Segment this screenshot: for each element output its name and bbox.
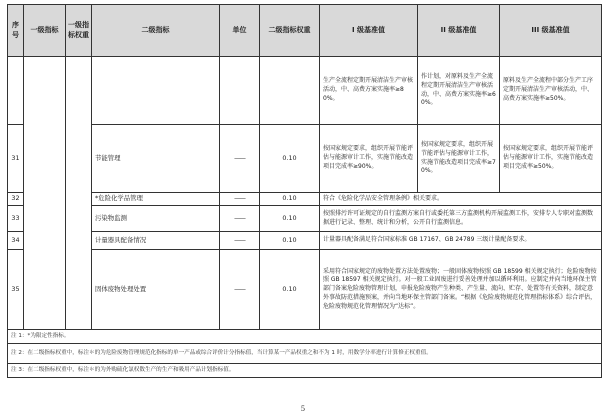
row-level2: 污染物监测 (92, 206, 220, 232)
row-unit: —— (220, 232, 260, 250)
row-grade1: 按国家规定要求，组织开展节能评估与能源审计工作，实施节能改造项目完成率≥90%。 (320, 125, 418, 193)
row-grade1: 生产全流程定期开展清洁生产审核活动，中、高费方案实施率≥80%。 (320, 57, 418, 125)
row-grade2: 按国家规定要求，组织开展节能评估与能源审计工作，实施节能改造项目完成率≥70%。 (418, 125, 500, 193)
row-unit: —— (220, 193, 260, 206)
row-grade2: 作计划，对原料及生产全流程定期开展清洁生产审核活动，中、高费方案实施率≥60%。 (418, 57, 500, 125)
note-2: 注 2：在二级指标权重中，标注＊的为危险废物管理规范化指标的单一产品或综合评价计分指标值，当计算某一产品权重之和不为 1 时，用数学分率进行计算修正权重值。 (8, 344, 602, 364)
row-merged-criteria: 符合《危险化学品安全管理条例》相关要求。 (320, 193, 602, 206)
row-level2: 节能管理 (92, 125, 220, 193)
header-grade3: III 级基准值 (500, 5, 602, 57)
header-row (8, 5, 602, 57)
row-level2: 固体废物处理处置 (92, 250, 220, 330)
table-row (8, 232, 602, 250)
row-seq: 32 (8, 193, 24, 206)
header-unit: 单位 (220, 5, 260, 57)
note-row (8, 330, 602, 344)
row-weight: 0.10 (260, 250, 320, 330)
table-row (8, 57, 602, 125)
page-number: 5 (300, 405, 306, 413)
row-merged-criteria: 计量器具配备满足符合国家标准 GB 17167、GB 24789 三级计量配备要求。 (320, 232, 602, 250)
row-unit: —— (220, 206, 260, 232)
table-row (8, 206, 602, 232)
row-unit: —— (220, 125, 260, 193)
row-merged-criteria: 采用符合国家规定的废物处置方法处置废物；一般固体废物按照 GB 18599 相关规定执行；危险废物按照 GB 18597 相关规定执行。对一般工业固废进行妥善处理并加以循环利用。应制定并向当地环保主管部门备案危险废物管理计划，申报危险废物产生种类、产生量、流向、贮存、处置等有关资料，制定意外事故防范措施预案，并向当地环保主管部门备案。“根据《危险废物规范化管理指标体系》综合评估，危险废物规范化管理情况为“达标”。 (320, 250, 602, 330)
row-level2: 计量器具配备情况 (92, 232, 220, 250)
header-level1-weight: 一级指标权重 (66, 5, 92, 57)
row-unit: —— (220, 250, 260, 330)
table-row (8, 250, 602, 330)
header-level1: 一级指标 (24, 5, 66, 57)
row-seq: 34 (8, 232, 24, 250)
header-grade1: I 级基准值 (320, 5, 418, 57)
row-grade3: 按国家规定要求，组织开展节能评估与能源审计工作，实施节能改造项目完成率≥50%。 (500, 125, 602, 193)
header-seq: 序号 (8, 5, 24, 57)
row-weight: 0.10 (260, 125, 320, 193)
header-level2: 二级指标 (92, 5, 220, 57)
level1-cell (24, 57, 66, 330)
row-weight: 0.10 (260, 232, 320, 250)
header-level2-weight: 二级指标权重 (260, 5, 320, 57)
row-seq: 33 (8, 206, 24, 232)
row-level2: *危险化学品管理 (92, 193, 220, 206)
level1-weight-cell (66, 57, 92, 330)
note-3: 注 3：在二级指标权重中，标注＊的为外购硫化氯权数生产的生产和吸用产品计划指标值。 (8, 364, 602, 378)
row-weight: 0.10 (260, 206, 320, 232)
row-level2 (92, 57, 220, 125)
note-row (8, 344, 602, 364)
table-row (8, 125, 602, 193)
row-merged-criteria: 按照排污许可证规定的自行监测方案自行或委托第三方监测机构开展监测工作，安排专人专职对监测数据进行记录、整理、统计和分析，公开自行监测信息。 (320, 206, 602, 232)
row-weight: 0.10 (260, 193, 320, 206)
row-seq: 31 (8, 125, 24, 193)
row-grade3: 原料及生产全流程中部分生产工序定期开展清洁生产审核活动，中、高费方案实施率≥50%。 (500, 57, 602, 125)
row-seq: 35 (8, 250, 24, 330)
row-unit (220, 57, 260, 125)
row-seq (8, 57, 24, 125)
note-1: 注 1：*为限定性指标。 (8, 330, 602, 344)
table-row (8, 193, 602, 206)
note-row (8, 364, 602, 378)
header-grade2: II 级基准值 (418, 5, 500, 57)
indicator-table (7, 4, 602, 378)
row-weight (260, 57, 320, 125)
